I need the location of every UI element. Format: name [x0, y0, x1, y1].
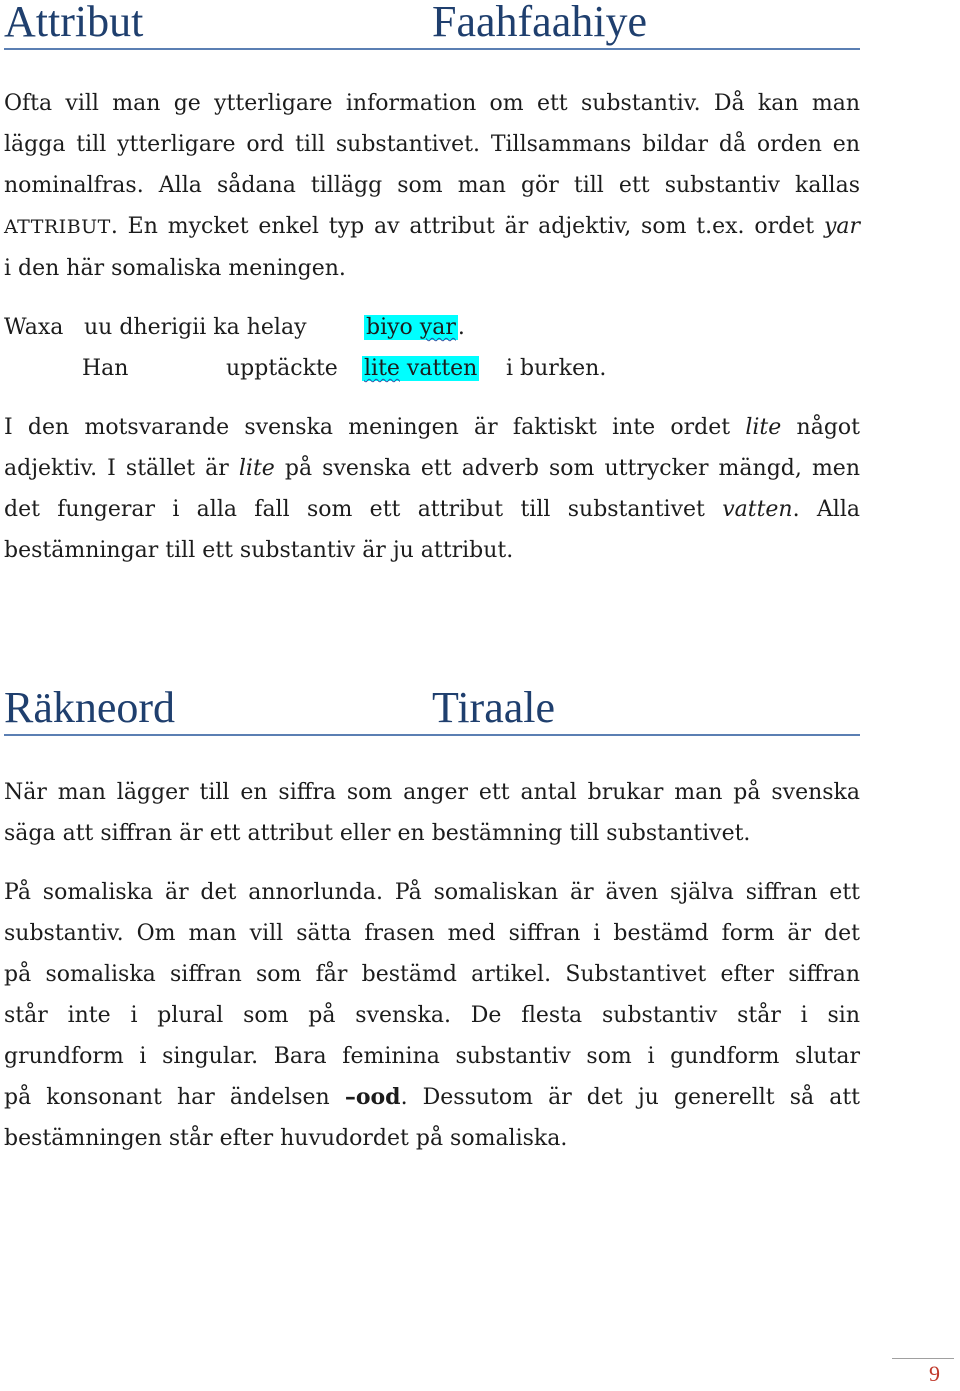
- highlighted-phrase: lite vatten: [364, 356, 478, 381]
- text-line: det fungerar i alla fall som ett attribut till substantivet vatten. Alla: [4, 497, 860, 522]
- numerals-paragraph-2: [4, 872, 860, 1159]
- text-line: grundform i singular. Bara feminina substantiv som i gundform slutar: [4, 1044, 860, 1069]
- example-word: Han: [82, 356, 129, 381]
- section-heading-attribut: [4, 0, 860, 50]
- text-line: säga att siffran är ett attribut eller en bestämning till substantivet.: [4, 821, 751, 846]
- spellcheck-word: lite: [364, 356, 400, 381]
- text-line: nominalfras. Alla sådana tillägg som man gör till ett substantiv kallas: [4, 173, 860, 198]
- text-line: adjektiv. I stället är lite på svenska ett adverb som uttrycker mängd, men: [4, 456, 860, 481]
- spellcheck-word: yar: [419, 315, 456, 340]
- text-line: i den här somaliska meningen.: [4, 256, 346, 281]
- intro-paragraph: [4, 83, 860, 289]
- term-attribut: ATTRIBUT: [4, 216, 111, 238]
- heading-title-swedish: Räkneord: [4, 683, 176, 732]
- example-word-yar: yar: [823, 214, 860, 239]
- text-line: står inte i plural som på svenska. De flesta substantiv står i sin: [4, 1003, 860, 1028]
- section-heading-rakneord: [4, 683, 860, 736]
- example-word: upptäckte: [226, 356, 338, 381]
- text-line: substantiv. Om man vill sätta frasen med siffran i bestämd form är det: [4, 921, 860, 946]
- text-line: På somaliska är det annorlunda. På somaliskan är även själva siffran ett: [4, 880, 860, 905]
- text-line: på konsonant har ändelsen –ood. Dessutom är det ju generellt så att: [4, 1084, 861, 1110]
- page-number: 9: [892, 1358, 954, 1390]
- example-word: i burken.: [506, 356, 607, 381]
- text-line: bestämningen står efter huvudordet på somaliska.: [4, 1126, 568, 1151]
- highlighted-phrase: biyo yar.: [366, 315, 465, 340]
- heading-title-somali: Faahfaahiye: [432, 0, 647, 46]
- example-somali-sentence: [4, 313, 704, 343]
- text-line: Ofta vill man ge ytterligare information om ett substantiv. Då kan man: [4, 91, 860, 116]
- heading-title-somali: Tiraale: [432, 683, 556, 732]
- heading-title-swedish: Attribut: [4, 0, 144, 46]
- suffix-ood: –ood: [344, 1084, 401, 1110]
- text-line: bestämningar till ett substantiv är ju attribut.: [4, 538, 514, 563]
- text-line: lägga till ytterligare ord till substantivet. Tillsammans bildar då orden en: [4, 132, 860, 157]
- numerals-paragraph-1: [4, 772, 860, 854]
- text-line: på somaliska siffran som får bestämd artikel. Substantivet efter siffran: [4, 962, 860, 987]
- example-word: Waxa: [4, 315, 64, 340]
- text-line: När man lägger till en siffra som anger ett antal brukar man på svenska: [4, 780, 860, 805]
- text-line: ATTRIBUT. En mycket enkel typ av attribut är adjektiv, som t.ex. ordet yar: [4, 214, 860, 239]
- explanation-paragraph: [4, 407, 860, 571]
- example-swedish-sentence: [4, 354, 704, 384]
- example-word: uu dherigii ka helay: [84, 315, 307, 340]
- text-line: I den motsvarande svenska meningen är faktiskt inte ordet lite något: [4, 415, 860, 440]
